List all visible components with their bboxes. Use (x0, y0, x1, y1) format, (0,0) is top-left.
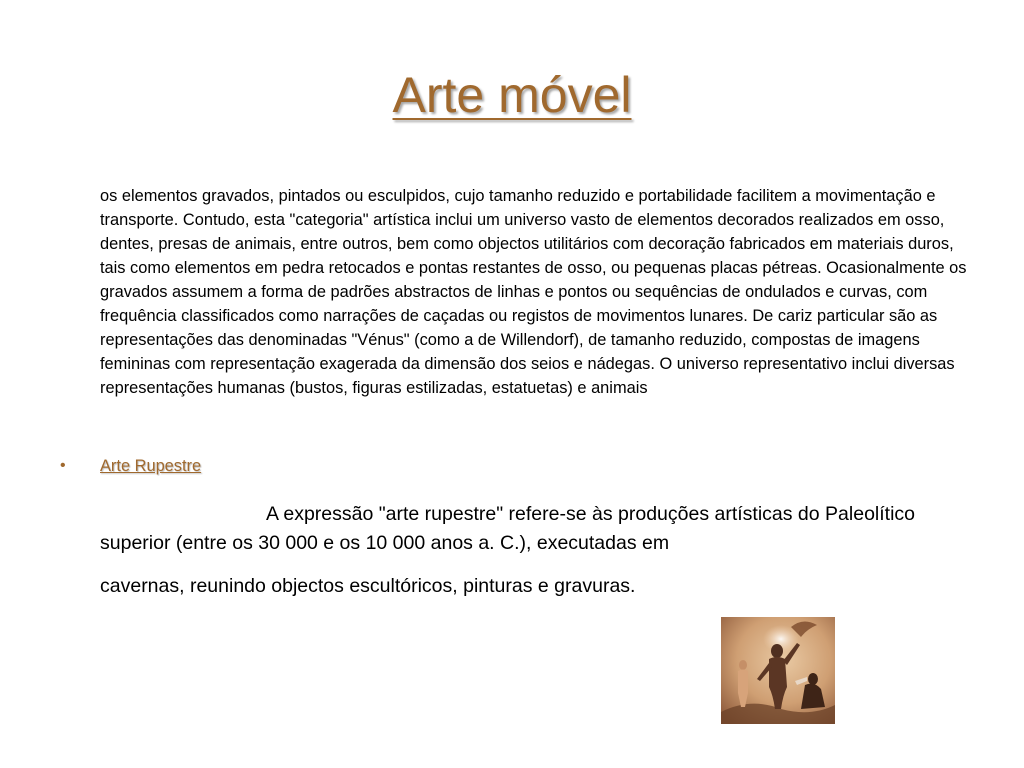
bullet-icon: • (60, 457, 66, 474)
title-link[interactable]: Arte móvel (392, 67, 632, 123)
cave-painting-image (721, 617, 835, 724)
bullet-item-arte-rupestre (60, 454, 201, 478)
arte-rupestre-link[interactable]: Arte Rupestre (100, 457, 202, 475)
arte-movel-paragraph: os elementos gravados, pintados ou esculpidos, cujo tamanho reduzido e portabilidade facilitem a movimentação e transporte. Contudo, esta "categoria" artística inclui um universo vasto de elementos decorados realizados em osso, dentes, presas de animais, entre outros, bem como objectos utilitários com decoração fabricados em materiais duros, tais como elementos em pedra retocados e pontas restantes de osso, ou pequenas placas pétreas. Ocasionalmente os gravados assumem a forma de padrões abstractos de linhas e pontos ou sequências de ondulados e curvas, com frequência classificados como narrações de caçadas ou registos de movimentos lunares. De cariz particular são as representações das denominadas "Vénus" (como a de Willendorf), de tamanho reduzido, compostas de imagens femininas com representação exagerada da dimensão dos seios e nádegas. O universo representativo inclui diversas representações humanas (bustos, figuras estilizadas, estatuetas) e animais (100, 187, 967, 397)
arte-rupestre-text-2: cavernas, reunindo objectos escultóricos, pinturas e gravuras. (100, 575, 636, 597)
slide-title (0, 60, 1024, 130)
arte-rupestre-text-1: A expressão "arte rupestre" refere-se às produções artísticas do Paleolítico superior (entre os 30 000 e os 10 000 anos a. C.), executadas em (100, 503, 916, 554)
